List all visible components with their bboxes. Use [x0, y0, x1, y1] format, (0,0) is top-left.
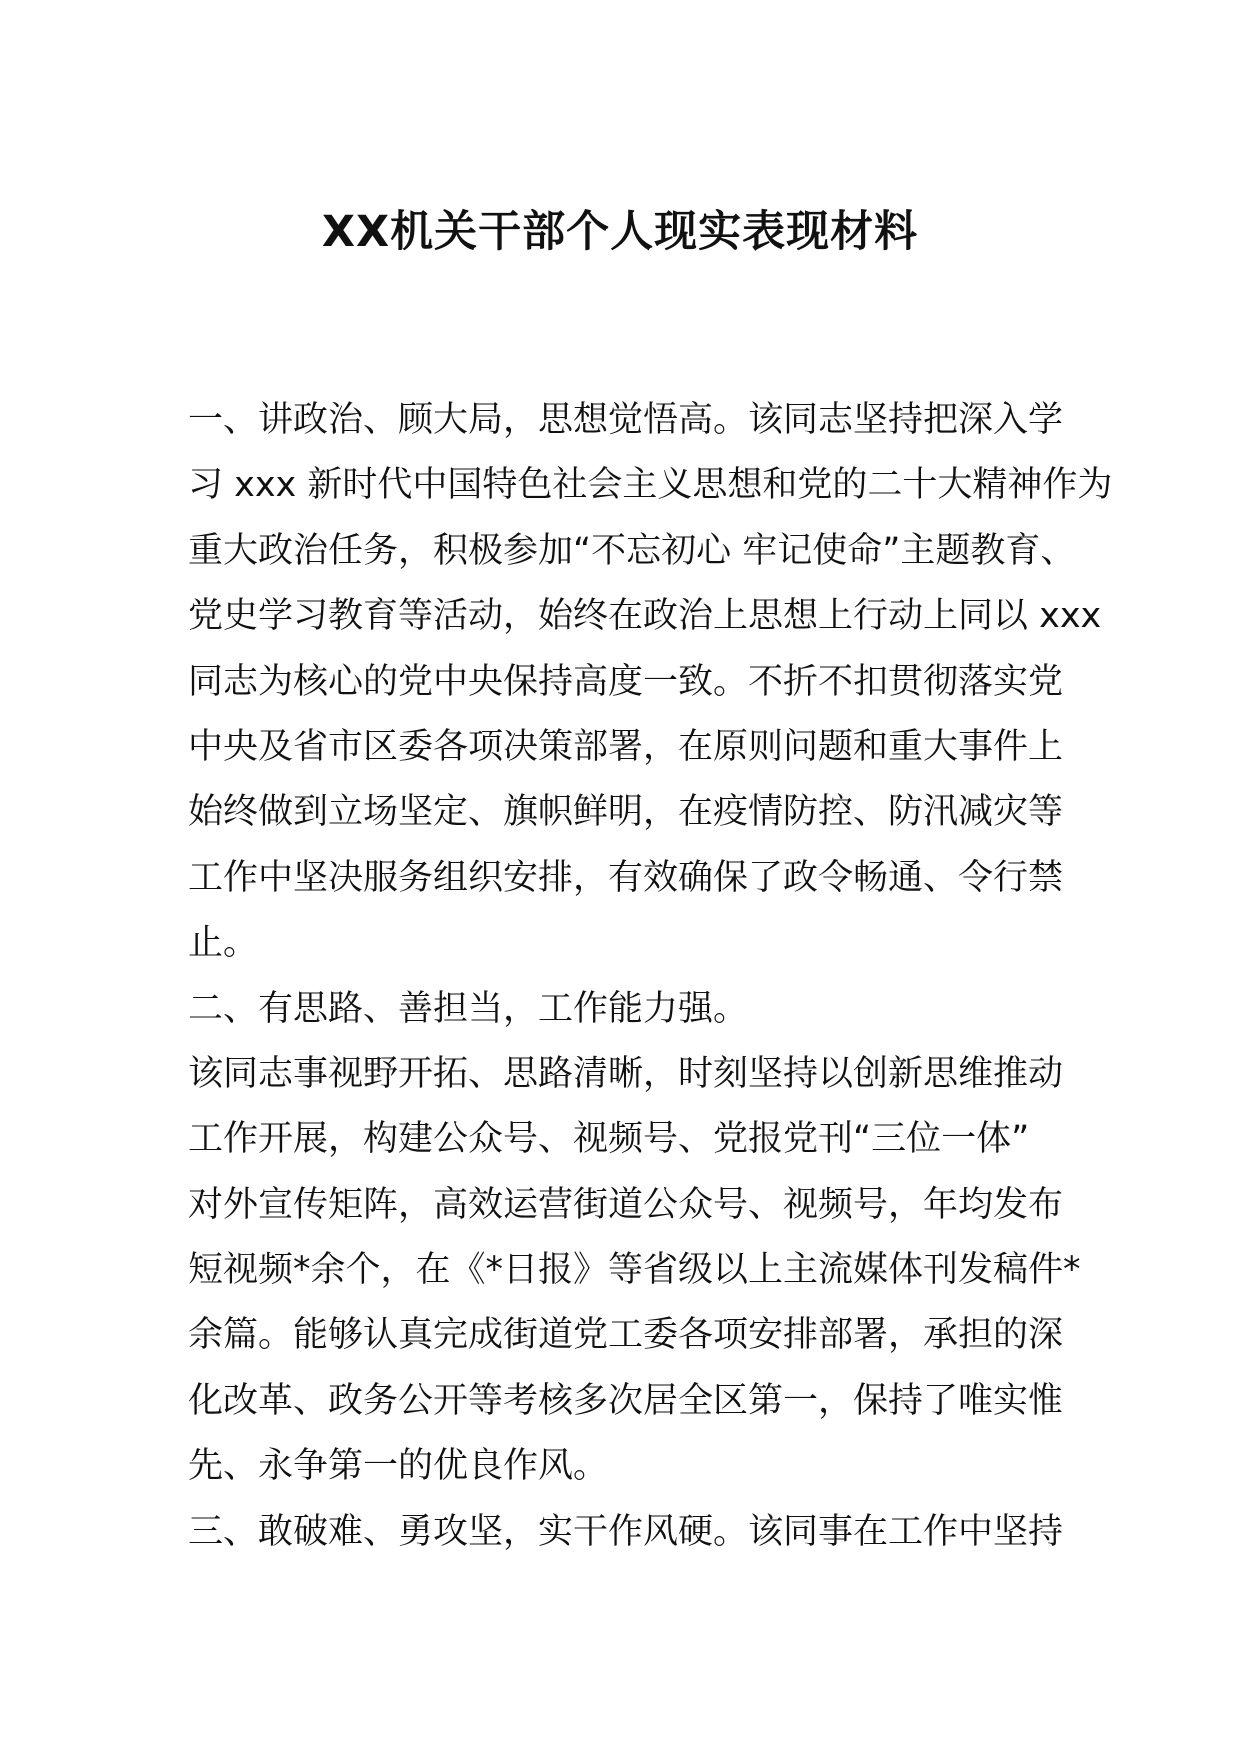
body-line: 始终做到立场坚定、旗帜鲜明，在疫情防控、防汛减灾等 — [188, 792, 1064, 833]
body-line: 工作中坚决服务组织安排，有效确保了政令畅通、令行禁 — [188, 857, 1064, 898]
body-line: 习 xxx 新时代中国特色社会主义思想和党的二十大精神作为 — [188, 465, 1113, 506]
body-line: 同志为核心的党中央保持高度一致。不折不扣贯彻落实党 — [188, 661, 1064, 702]
body-line: 中央及省市区委各项决策部署，在原则问题和重大事件上 — [188, 726, 1064, 767]
document-title: XX机关干部个人现实表现材料 — [321, 207, 919, 257]
body-line: 三、敢破难、勇攻坚，实干作风硬。该同事在工作中坚持 — [188, 1511, 1064, 1552]
body-line: 化改革、政务公开等考核多次居全区第一，保持了唯实惟 — [188, 1380, 1064, 1421]
body-line: 工作开展，构建公众号、视频号、党报党刊“三位一体” — [188, 1119, 1030, 1160]
body-line: 党史学习教育等活动，始终在政治上思想上行动上同以 xxx — [188, 596, 1102, 637]
body-line: 先、永争第一的优良作风。 — [188, 1446, 609, 1487]
body-line: 该同志事视野开拓、思路清晰，时刻坚持以创新思维推动 — [188, 1053, 1064, 1094]
body-line: 止。 — [188, 923, 259, 964]
body-line: 短视频*余个，在《*日报》等省级以上主流媒体刊发稿件* — [188, 1250, 1081, 1291]
body-line: 对外宣传矩阵，高效运营街道公众号、视频号，年均发布 — [188, 1184, 1064, 1225]
document-body — [188, 388, 1113, 1565]
body-line: 重大政治任务，积极参加“不忘初心 牢记使命”主题教育、 — [188, 530, 1076, 571]
body-line: 余篇。能够认真完成街道党工委各项安排部署，承担的深 — [188, 1315, 1064, 1356]
body-line: 一、讲政治、顾大局，思想觉悟高。该同志坚持把深入学 — [188, 400, 1064, 440]
section-heading-2: 二、有思路、善担当，工作能力强。 — [188, 988, 749, 1029]
